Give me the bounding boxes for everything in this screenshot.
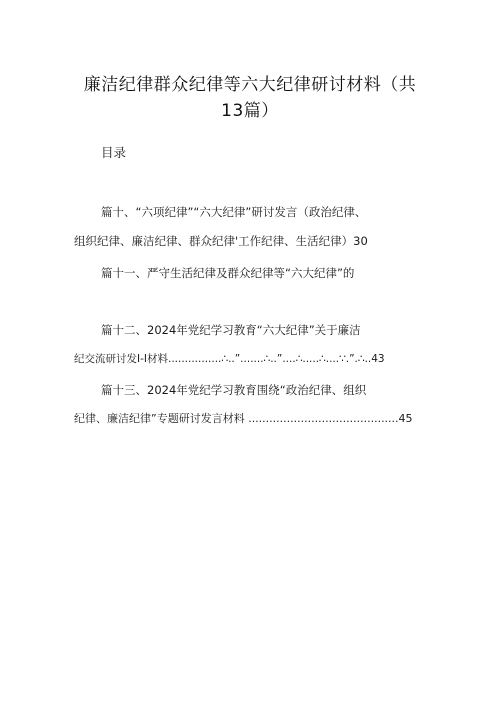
toc-entry-10-line-1[interactable]: 篇十、“六项纪律”“六大纪律”研讨发言（政治纪律、 [101, 205, 367, 219]
toc-entry-13-line-1[interactable]: 篇十三、2024年党纪学习教育围绕“政治纪律、组织 [101, 383, 367, 397]
document-title [70, 72, 430, 124]
toc-entry-10-line-2[interactable]: 组织纪律、廉洁纪律、群众纪律'工作纪律、生活纪律）30 [74, 234, 368, 248]
document-title-line-1: 廉洁纪律群众纪律等六大纪律研讨材料（共 [83, 75, 417, 95]
toc-entry-12-line-1[interactable]: 篇十二、2024年党纪学习教育“六大纪律”关于廉洁 [101, 323, 361, 337]
toc-entry-11-line-1[interactable]: 篇十一、严守生活纪律及群众纪律等“六大纪律”的 [101, 266, 355, 280]
toc-heading: 目录 [101, 145, 127, 160]
toc-entry-12-line-2[interactable]: 纪交流研讨发I-I材料................∴..”.......∴..”....∴.....∴....∵.”.∴..43 [74, 353, 385, 365]
document-title-line-2: 13篇） [221, 101, 279, 121]
toc-entry-13-line-2[interactable]: 纪律、廉洁纪律”专题研讨发言材料 ...........................................45 [74, 412, 413, 425]
